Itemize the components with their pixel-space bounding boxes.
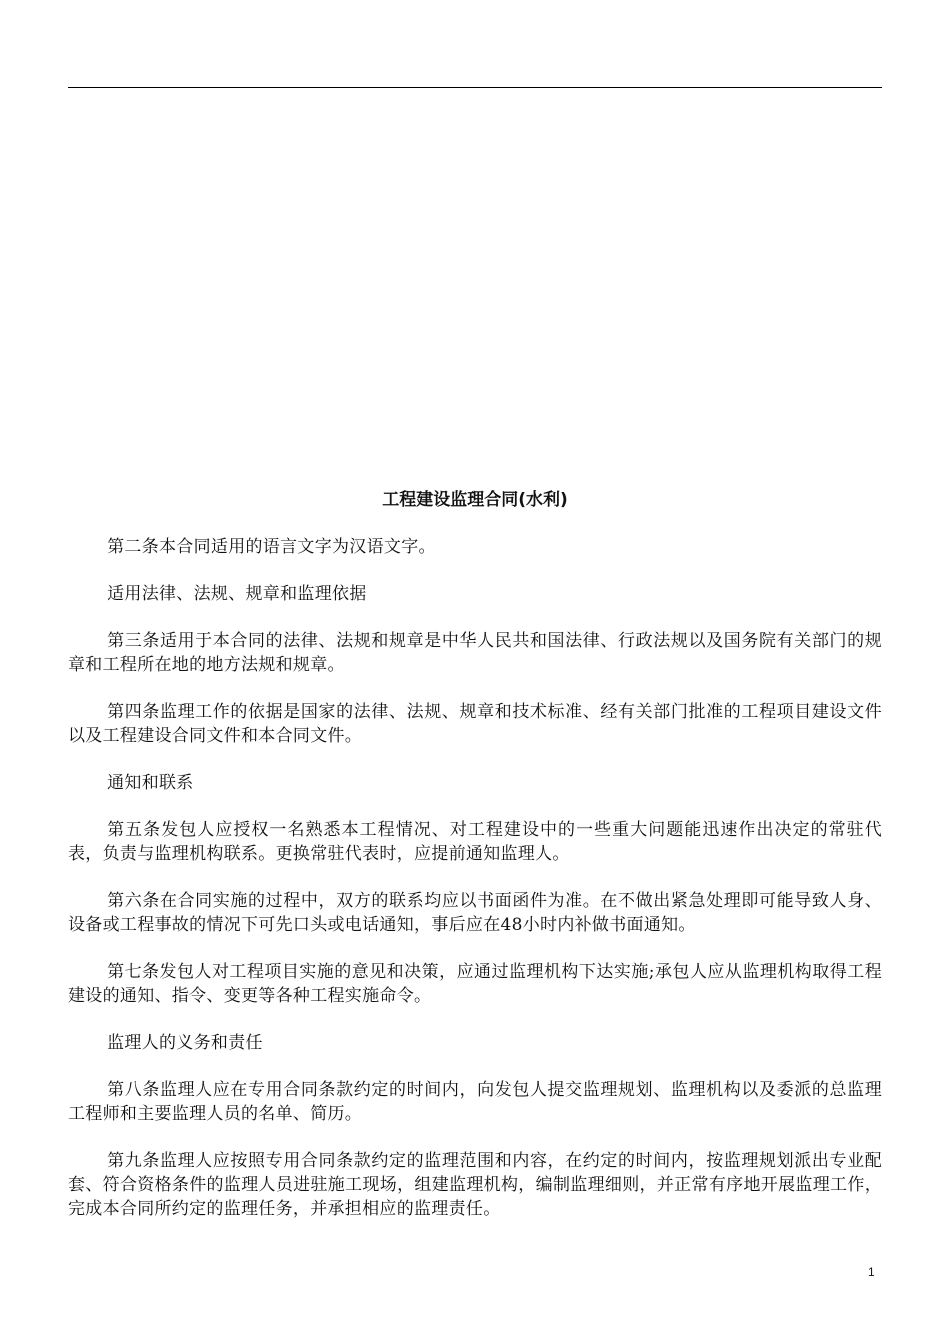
paragraph: 第八条监理人应在专用合同条款约定的时间内，向发包人提交监理规划、监理机构以及委派的总监理工程师和主要监理人员的名单、简历。: [68, 1080, 882, 1124]
page-number: 1: [868, 1265, 875, 1279]
paragraph: 第九条监理人应按照专用合同条款约定的监理范围和内容，在约定的时间内，按监理规划派出专业配套、符合资格条件的监理人员进驻施工现场，组建监理机构，编制监理细则，并正常有序地开展监理工作，完成本合同所约定的监理任务，并承担相应的监理责任。: [68, 1151, 882, 1219]
header-rule: [68, 87, 882, 88]
document-body: [68, 535, 882, 1244]
section-heading: 通知和联系: [107, 773, 194, 793]
section-heading: 适用法律、法规、规章和监理依据: [107, 584, 367, 604]
paragraph: 第五条发包人应授权一名熟悉本工程情况、对工程建设中的一些重大问题能迅速作出决定的常驻代表，负责与监理机构联系。更换常驻代表时，应提前通知监理人。: [68, 820, 882, 864]
paragraph: 第七条发包人对工程项目实施的意见和决策，应通过监理机构下达实施;承包人应从监理机构取得工程建设的通知、指令、变更等各种工程实施命令。: [68, 962, 882, 1006]
paragraph: 第四条监理工作的依据是国家的法律、法规、规章和技术标准、经有关部门批准的工程项目建设文件以及工程建设合同文件和本合同文件。: [68, 702, 882, 746]
paragraph: 第二条本合同适用的语言文字为汉语文字。: [107, 537, 436, 557]
paragraph: 第六条在合同实施的过程中，双方的联系均应以书面函件为准。在不做出紧急处理即可能导致人身、设备或工程事故的情况下可先口头或电话通知，事后应在48小时内补做书面通知。: [68, 891, 882, 935]
document-title: 工程建设监理合同(水利): [382, 490, 568, 510]
paragraph: 第三条适用于本合同的法律、法规和规章是中华人民共和国法律、行政法规以及国务院有关部门的规章和工程所在地的地方法规和规章。: [68, 631, 882, 675]
section-heading: 监理人的义务和责任: [107, 1033, 263, 1053]
